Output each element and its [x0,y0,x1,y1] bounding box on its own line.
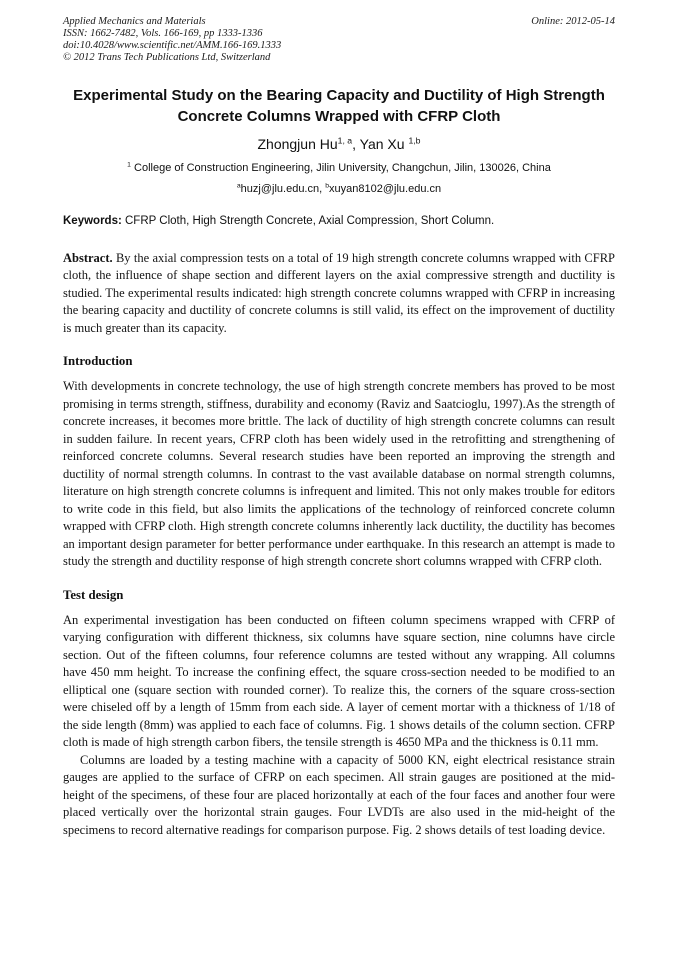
copyright-line: © 2012 Trans Tech Publications Ltd, Switzerland [63,51,271,63]
author2-name: Yan Xu [359,135,409,152]
journal-name: Applied Mechanics and Materials [63,16,206,27]
author-separator: , [352,135,360,152]
section-heading-introduction: Introduction [63,354,133,369]
affiliation-superscript: 1 [127,160,131,168]
emails-line [63,183,615,195]
paper-title: Experimental Study on the Bearing Capacity and Ductility of High Strength Concrete Columns Wrapped with CFRP Cloth [73,86,605,125]
email-b: xuyan8102@jlu.edu.cn [329,182,442,195]
introduction-paragraph: With developments in concrete technology, the use of high strength concrete members has proved to be most promising in terms strength, stiffness, durability and economy (Raviz and Saatcioglu, 1997).As the strength of concrete increases, it becomes more brittle. The lack of ductility of high strength concrete columns can result in sudden failure. In recent years, CFRP cloth has been widely used in the retrofitting and strengthening of reinforced concrete columns. Several research studies have been reported an improving the strength and ductility of normal strength columns. In contrast to the vast available database on normal strength columns, literature on high strength concrete columns is infrequent and limited. This not only makes trouble for editors to write code in this field, but also limits the applications of the technology of reinforced concrete column wrapped with CFRP cloth. High strength concrete columns inherently lack ductility, the ductility has becomes an important design parameter for better performance under earthquake. In this research an attempt is made to study the strength and ductility response of high strength concrete short columns wrapped with CFRP cloth. [63,379,615,569]
abstract-label: Abstract. [63,250,113,265]
online-date: Online: 2012-05-14 [531,16,615,27]
email-a-superscript: a [236,181,241,189]
doi-line: doi:10.4028/www.scientific.net/AMM.166-169.1333 [63,39,282,51]
author2-superscript: 1,b [408,134,421,145]
author1-superscript: 1, a [337,134,353,145]
email-separator: , [319,182,326,195]
keywords-line [63,214,615,229]
authors-line [63,136,615,152]
author1-name: Zhongjun Hu [257,135,338,152]
abstract-paragraph [63,250,615,338]
keywords-label: Keywords: [63,214,122,227]
journal-header [63,16,615,64]
issn-line: ISSN: 1662-7482, Vols. 166-169, pp 1333-1336 [63,27,263,39]
email-b-superscript: b [325,181,330,189]
affiliation-text: College of Construction Engineering, Jilin University, Changchun, Jilin, 130026, China [130,161,551,174]
keywords-text: CFRP Cloth, High Strength Concrete, Axial Compression, Short Column. [121,214,495,227]
section-heading-test-design: Test design [63,587,124,602]
abstract-text: By the axial compression tests on a total of 19 high strength concrete columns wrapped with CFRP cloth, the influence of shape section and different layers on the axial compressive strength and ductility is studied. The experimental results indicated: high strength concrete columns wrapped with CFRP in increasing the bearing capacity and ductility of concrete columns is still valid, its effect on the improvement of ductility is much greater than its capacity. [63,250,615,335]
email-a: huzj@jlu.edu.cn [240,182,320,195]
affiliation-line [63,162,615,174]
test-design-paragraph-2: Columns are loaded by a testing machine with a capacity of 5000 KN, eight electrical resistance strain gauges are applied to the surface of CFRP on each specimen. All strain gauges are positioned at the mid-height of the specimens, of these four are placed horizontally at each of the four faces and another four were placed vertically over the horizontal strain gauges. Four LVDTs are also used in the mid-height of the specimens to record alternative readings for comparison purpose. Fig. 2 shows details of test loading device. [63,752,615,837]
test-design-paragraph-1: An experimental investigation has been conducted on fifteen column specimens wrapped with CFRP of varying configuration with different thickness, six columns have square section, nine columns have circle section. Out of the fifteen columns, four reference columns are tested without any wrapping. All columns have 450 mm height. To increase the confining effect, the square cross-section needed to be modified to an elliptical one (square section with rounded corner). To realize this, the corners of the square cross-section were chiseled off by a length of 15mm from each side. A layer of cement mortar with a thickness of 1/18 of the side length (8mm) was applied to each face of columns. Fig. 1 shows details of the column section. CFRP cloth is made of high strength carbon fibers, the tensile strength is 4650 MPa and the thickness is 0.11 mm. [63,612,615,750]
journal-header-left [63,16,281,64]
